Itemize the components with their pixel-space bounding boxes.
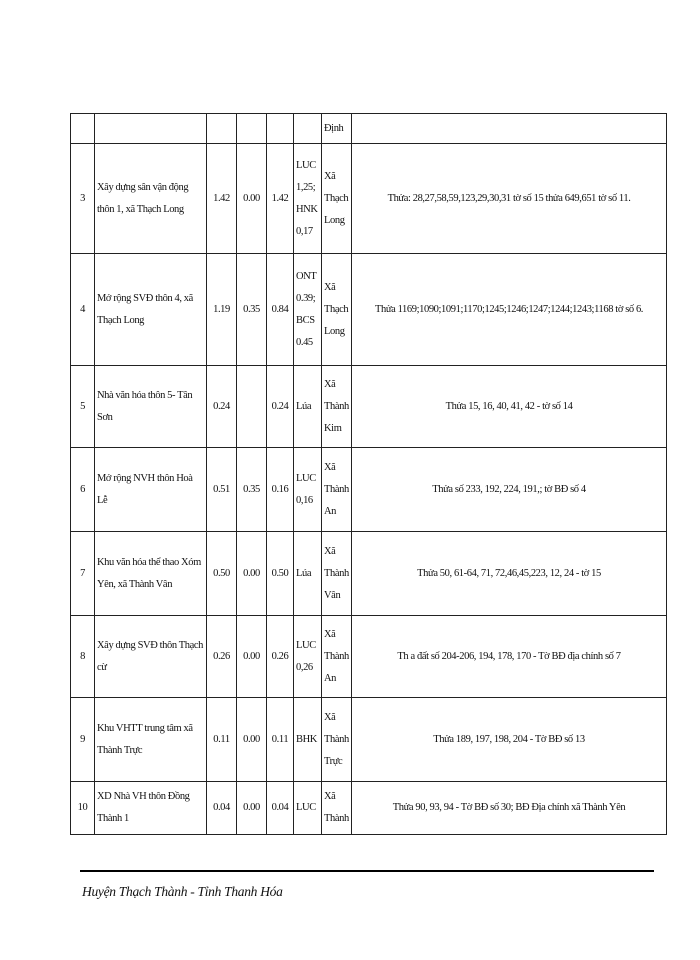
area-existing-cell: 0.00 bbox=[237, 698, 267, 782]
location-cell: Xã Thành Trực bbox=[322, 698, 352, 782]
plot-numbers-cell: Thửa 50, 61-64, 71, 72,46,45,223, 12, 24 - tờ 15 bbox=[352, 532, 667, 616]
area-new-cell: 0.04 bbox=[267, 782, 294, 835]
row-number-cell: 7 bbox=[71, 532, 95, 616]
area-new-cell: 0.11 bbox=[267, 698, 294, 782]
area-total-cell: 0.04 bbox=[207, 782, 237, 835]
table-row bbox=[71, 254, 667, 366]
area-new-cell: 0.84 bbox=[267, 254, 294, 366]
area-new-cell: 0.24 bbox=[267, 366, 294, 448]
plot-numbers-cell: Thửa 90, 93, 94 - Tờ BĐ số 30; BĐ Địa chính xã Thành Yên bbox=[352, 782, 667, 835]
area-total-cell: 1.42 bbox=[207, 144, 237, 254]
area-total-cell bbox=[207, 114, 237, 144]
location-cell: Xã Thành An bbox=[322, 616, 352, 698]
area-existing-cell: 0.00 bbox=[237, 532, 267, 616]
plot-numbers-cell: Thửa số 233, 192, 224, 191,; tờ BĐ số 4 bbox=[352, 448, 667, 532]
area-total-cell: 0.24 bbox=[207, 366, 237, 448]
row-number-cell: 8 bbox=[71, 616, 95, 698]
plot-numbers-cell bbox=[352, 114, 667, 144]
plot-numbers-cell: Thửa 1169;1090;1091;1170;1245;1246;1247;1244;1243;1168 tờ số 6. bbox=[352, 254, 667, 366]
land-type-cell: LUC 1,25; HNK 0,17 bbox=[294, 144, 322, 254]
area-new-cell: 0.26 bbox=[267, 616, 294, 698]
table-row bbox=[71, 114, 667, 144]
area-existing-cell: 0.00 bbox=[237, 144, 267, 254]
footer-text: Huyện Thạch Thành - Tỉnh Thanh Hóa bbox=[82, 884, 283, 899]
project-name-cell: Xây dựng sân vận động thôn 1, xã Thạch Long bbox=[95, 144, 207, 254]
land-type-cell: ONT 0.39; BCS 0.45 bbox=[294, 254, 322, 366]
area-new-cell: 1.42 bbox=[267, 144, 294, 254]
row-number-cell: 5 bbox=[71, 366, 95, 448]
land-type-cell: LUC 0,26 bbox=[294, 616, 322, 698]
location-cell: Xã Thành An bbox=[322, 448, 352, 532]
table-row bbox=[71, 366, 667, 448]
area-existing-cell bbox=[237, 114, 267, 144]
land-type-cell bbox=[294, 114, 322, 144]
project-name-cell: Mở rộng NVH thôn Hoà Lễ bbox=[95, 448, 207, 532]
row-number-cell: 6 bbox=[71, 448, 95, 532]
area-total-cell: 0.11 bbox=[207, 698, 237, 782]
plot-numbers-cell: Thửa 15, 16, 40, 41, 42 - tờ số 14 bbox=[352, 366, 667, 448]
location-cell: Xã Thành bbox=[322, 782, 352, 835]
project-name-cell: Khu văn hóa thể thao Xóm Yên, xã Thành Vân bbox=[95, 532, 207, 616]
table-row bbox=[71, 698, 667, 782]
land-type-cell: LUC 0,16 bbox=[294, 448, 322, 532]
plot-numbers-cell: Th a đất số 204-206, 194, 178, 170 - Tờ BĐ địa chính số 7 bbox=[352, 616, 667, 698]
area-existing-cell: 0.35 bbox=[237, 254, 267, 366]
table-row bbox=[71, 144, 667, 254]
table-row bbox=[71, 782, 667, 835]
location-cell: Xã Thành Vân bbox=[322, 532, 352, 616]
row-number-cell: 9 bbox=[71, 698, 95, 782]
land-type-cell: LUC bbox=[294, 782, 322, 835]
area-total-cell: 0.26 bbox=[207, 616, 237, 698]
plot-numbers-cell: Thửa: 28,27,58,59,123,29,30,31 tờ số 15 thửa 649,651 tờ số 11. bbox=[352, 144, 667, 254]
row-number-cell bbox=[71, 114, 95, 144]
project-name-cell: Khu VHTT trung tâm xã Thành Trực bbox=[95, 698, 207, 782]
project-name-cell bbox=[95, 114, 207, 144]
project-name-cell: Xây dựng SVĐ thôn Thạch cừ bbox=[95, 616, 207, 698]
area-new-cell: 0.16 bbox=[267, 448, 294, 532]
area-existing-cell: 0.35 bbox=[237, 448, 267, 532]
land-type-cell: Lúa bbox=[294, 366, 322, 448]
area-new-cell bbox=[267, 114, 294, 144]
area-total-cell: 0.50 bbox=[207, 532, 237, 616]
plot-numbers-cell: Thửa 189, 197, 198, 204 - Tờ BĐ số 13 bbox=[352, 698, 667, 782]
area-existing-cell: 0.00 bbox=[237, 616, 267, 698]
area-total-cell: 1.19 bbox=[207, 254, 237, 366]
area-existing-cell bbox=[237, 366, 267, 448]
project-name-cell: XD Nhà VH thôn Đồng Thành 1 bbox=[95, 782, 207, 835]
area-existing-cell: 0.00 bbox=[237, 782, 267, 835]
land-type-cell: Lúa bbox=[294, 532, 322, 616]
footer-divider bbox=[80, 870, 654, 872]
land-type-cell: BHK bbox=[294, 698, 322, 782]
table-row bbox=[71, 532, 667, 616]
project-name-cell: Mở rộng SVĐ thôn 4, xã Thạch Long bbox=[95, 254, 207, 366]
location-cell: Xã Thạch Long bbox=[322, 254, 352, 366]
location-cell: Xã Thạch Long bbox=[322, 144, 352, 254]
table-row bbox=[71, 448, 667, 532]
row-number-cell: 3 bbox=[71, 144, 95, 254]
area-total-cell: 0.51 bbox=[207, 448, 237, 532]
location-cell: Định bbox=[322, 114, 352, 144]
location-cell: Xã Thành Kim bbox=[322, 366, 352, 448]
land-use-table bbox=[70, 113, 667, 835]
row-number-cell: 10 bbox=[71, 782, 95, 835]
row-number-cell: 4 bbox=[71, 254, 95, 366]
area-new-cell: 0.50 bbox=[267, 532, 294, 616]
table-row bbox=[71, 616, 667, 698]
project-name-cell: Nhà văn hóa thôn 5- Tân Sơn bbox=[95, 366, 207, 448]
